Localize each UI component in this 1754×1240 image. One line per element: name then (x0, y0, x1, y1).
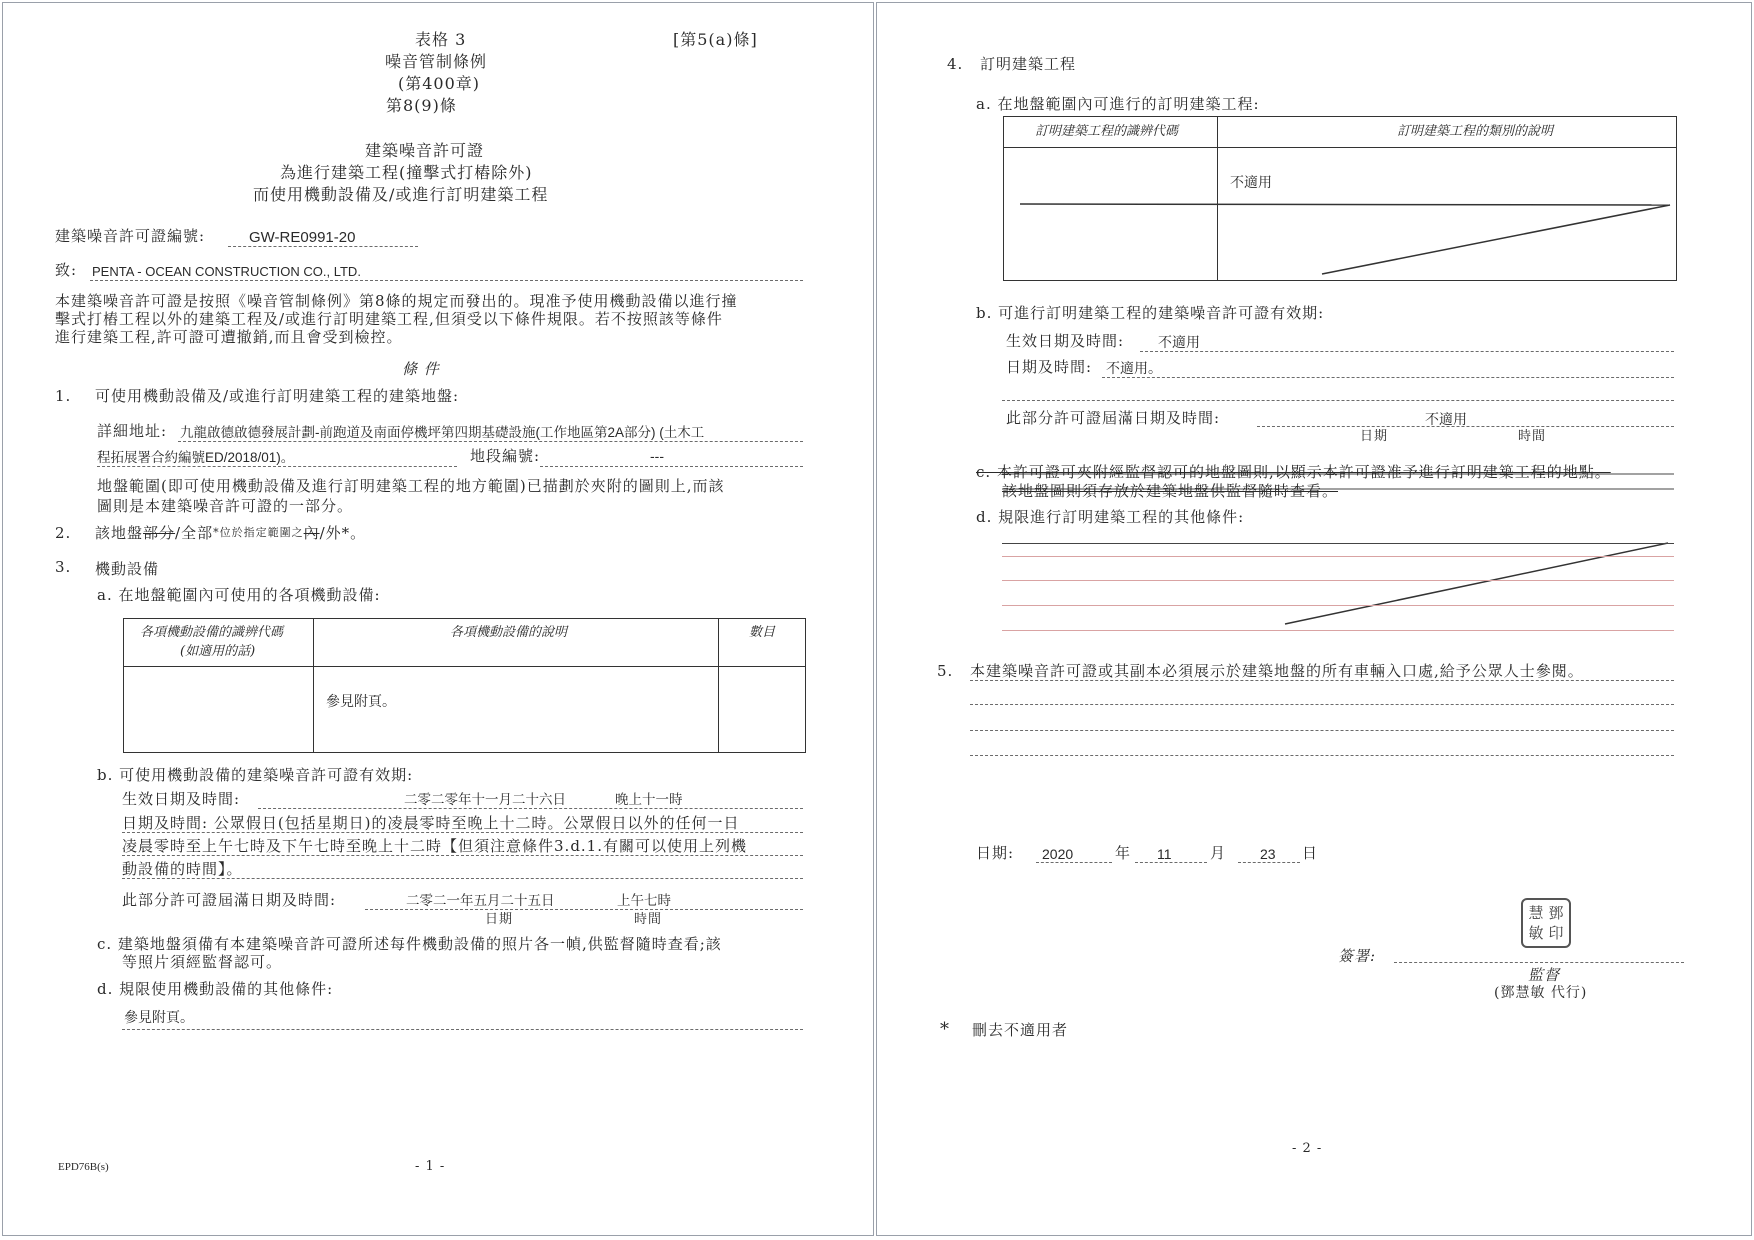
condition-4d-line (1002, 630, 1674, 631)
condition-4d-line (1002, 605, 1674, 606)
condition-4d-line (1002, 556, 1674, 557)
date-caption: 日期 (485, 912, 514, 927)
issue-day-unit: 日 (1302, 844, 1319, 862)
expiry-label: 此部分許可證屆滿日期及時間: (122, 891, 337, 909)
site-address-label: 詳細地址: (97, 422, 168, 440)
condition-5-text: 本建築噪音許可證或其副本必須展示於建築地盤的所有車輛入口處,給予公眾人士參閱。 (970, 662, 1584, 680)
works-period-label: 日期及時間: (1006, 358, 1093, 376)
form-number: 表格 3 (415, 30, 467, 49)
table-header-code-note: (如適用的話) (180, 644, 256, 659)
signature-underline (1394, 962, 1684, 963)
works-date-caption: 日期 (1360, 429, 1389, 444)
period-line-1: 日期及時間: 公眾假日(包括星期日)的凌晨零時至晚上十二時。公眾假日以外的任何一日 (122, 814, 740, 832)
site-plan-line-2: 圖則是本建築噪音許可證的一部分。 (97, 497, 354, 515)
intro-line-3: 進行建築工程,許可證可遭撤銷,而且會受到檢控。 (55, 328, 403, 346)
works-start-underline (1140, 351, 1674, 352)
condition-3c-line-1: c. 建築地盤須備有本建築噪音許可證所述每件機動設備的照片各一幀,供監督隨時查看;該 (97, 935, 722, 953)
issue-year-value: 2020 (1042, 846, 1074, 862)
condition-2-text: 該地盤部分/全部$^{*位於指定範圍之}$內/外*。 (95, 524, 367, 542)
works-period-underline-2 (1002, 400, 1674, 401)
intro-line-2: 擊式打樁工程以外的建築工程及/或進行訂明建築工程,但須受以下條件規限。若不按照該等條件 (55, 310, 723, 328)
condition-3-number: 3. (55, 558, 72, 576)
works-start-label: 生效日期及時間: (1006, 332, 1125, 350)
condition-3a-text: a. 在地盤範圍內可使用的各項機動設備: (97, 586, 381, 604)
struck-option-inside: 內 (303, 524, 320, 542)
lot-number-label: 地段編號: (470, 447, 541, 465)
condition-5-underline (970, 755, 1674, 756)
works-period-underline (1102, 377, 1674, 378)
struck-option-part: 部分 (143, 524, 176, 542)
condition-5-underline (970, 704, 1674, 705)
table-header-works-code: 訂明建築工程的識辨代碼 (1035, 124, 1179, 139)
signature-label: 簽署: (1338, 947, 1377, 965)
condition-4b-text: b. 可進行訂明建築工程的建築噪音許可證有效期: (976, 304, 1325, 322)
period-line-2: 凌晨零時至上午七時及下午七時至晚上十二時【但須注意條件3.d.1.有關可以使用上列機 (122, 837, 747, 855)
expiry-date-value: 二零二一年五月二十五日 (406, 893, 555, 908)
condition-4d-text: d. 規限進行訂明建築工程的其他條件: (976, 508, 1245, 526)
condition-5-underline (970, 680, 1674, 681)
page-number-1: - 1 - (415, 1159, 446, 1174)
issue-date-label: 日期: (976, 844, 1015, 862)
condition-5-underline (970, 730, 1674, 731)
permit-number-label: 建築噪音許可證編號: (55, 227, 206, 245)
permit-subtitle-1: 為進行建築工程(撞擊式打樁除外) (280, 163, 533, 182)
addressee-label: 致: (55, 261, 78, 279)
conditions-heading: 條 件 (402, 360, 440, 378)
condition-3-title: 機動設備 (95, 560, 160, 578)
issue-month-underline (1135, 862, 1207, 863)
footnote-mark: * (940, 1019, 950, 1040)
start-time-value: 晚上十一時 (615, 792, 683, 807)
condition-4-title: 訂明建築工程 (980, 55, 1077, 73)
condition-4c-line-1: c. 本許可證可夾附經監督認可的地盤圖則,以顯示本許可證准予進行訂明建築工程的地點。 (976, 463, 1611, 481)
table-header-works-description: 訂明建築工程的類別的說明 (1397, 124, 1554, 139)
condition-4-number: 4. (947, 55, 964, 73)
authority-name: 監督 (1528, 966, 1561, 984)
permit-title: 建築噪音許可證 (365, 141, 485, 160)
chapter-number: (第400章) (398, 74, 481, 93)
regulation-reference: [第5(a)條] (673, 30, 758, 49)
condition-4d-line (1002, 543, 1674, 544)
works-expiry-underline (1257, 426, 1674, 427)
condition-3d-value: 參見附頁。 (124, 1009, 194, 1025)
condition-1-text: 可使用機動設備及/或進行訂明建築工程的建築地盤: (95, 387, 460, 405)
issue-month-value: 11 (1157, 846, 1172, 862)
addressee-value: PENTA - OCEAN CONSTRUCTION CO., LTD. (92, 264, 361, 279)
expiry-time-value: 上午七時 (617, 893, 671, 908)
start-label: 生效日期及時間: (122, 790, 241, 808)
site-address-line-1: 九龍啟德啟德發展計劃-前跑道及南面停機坪第四期基礎設施(工作地區第2A部分) (土木工 (180, 425, 705, 440)
equipment-description-value: 參見附頁。 (326, 693, 396, 709)
table-header-code: 各項機動設備的識辨代碼 (140, 625, 284, 640)
table-header-quantity: 數目 (749, 625, 776, 640)
permit-number-value: GW-RE0991-20 (249, 229, 356, 246)
time-caption: 時間 (634, 912, 663, 927)
works-start-value: 不適用 (1158, 334, 1200, 350)
issue-day-underline (1238, 862, 1300, 863)
issue-year-underline (1036, 862, 1112, 863)
form-code: EPD76B(s) (58, 1161, 109, 1173)
condition-5-number: 5. (937, 662, 954, 680)
signed-on-behalf: (鄧慧敏 代行) (1494, 985, 1588, 1001)
works-table-value: 不適用 (1230, 174, 1272, 190)
lot-number-value: --- (650, 448, 664, 464)
condition-3d-text: d. 規限使用機動設備的其他條件: (97, 980, 334, 998)
works-expiry-label: 此部分許可證屆滿日期及時間: (1006, 409, 1221, 427)
ordinance-name: 噪音管制條例 (385, 52, 488, 71)
table-header-description: 各項機動設備的說明 (450, 625, 568, 640)
works-expiry-value: 不適用 (1425, 411, 1467, 427)
condition-4d-line (1002, 580, 1674, 581)
condition-4a-text: a. 在地盤範圍內可進行的訂明建築工程: (976, 95, 1260, 113)
issue-year-unit: 年 (1115, 844, 1132, 862)
condition-4c-line-2: 該地盤圖則須存放於建築地盤供監督隨時查看。 (1002, 482, 1339, 500)
permit-subtitle-2: 而使用機動設備及/或進行訂明建築工程 (253, 185, 549, 204)
intro-line-1: 本建築噪音許可證是按照《噪音管制條例》第8條的規定而發出的。現准予使用機動設備以進行撞 (55, 292, 738, 310)
signature-seal: 慧 鄧 敏 印 (1521, 898, 1571, 948)
site-address-line-2: 程拓展署合約編號ED/2018/01)。 (97, 450, 295, 465)
condition-2-number: 2. (55, 524, 72, 542)
condition-3b-text: b. 可使用機動設備的建築噪音許可證有效期: (97, 766, 414, 784)
page-number-2: - 2 - (1292, 1141, 1323, 1156)
site-plan-line-1: 地盤範圍(即可使用機動設備及進行訂明建築工程的地方範圍)已描劃於夾附的圖則上,而該 (97, 477, 725, 495)
issue-month-unit: 月 (1210, 844, 1227, 862)
section-number: 第8(9)條 (386, 96, 457, 115)
start-date-value: 二零二零年十一月二十六日 (404, 792, 566, 807)
condition-3c-line-2: 等照片須經監督認可。 (122, 953, 283, 971)
footnote-text: 刪去不適用者 (972, 1021, 1069, 1039)
works-time-caption: 時間 (1518, 429, 1547, 444)
period-line-3: 動設備的時間】。 (122, 860, 243, 878)
issue-day-value: 23 (1260, 846, 1276, 862)
works-period-value: 不適用。 (1106, 360, 1162, 376)
condition-1-number: 1. (55, 387, 72, 405)
